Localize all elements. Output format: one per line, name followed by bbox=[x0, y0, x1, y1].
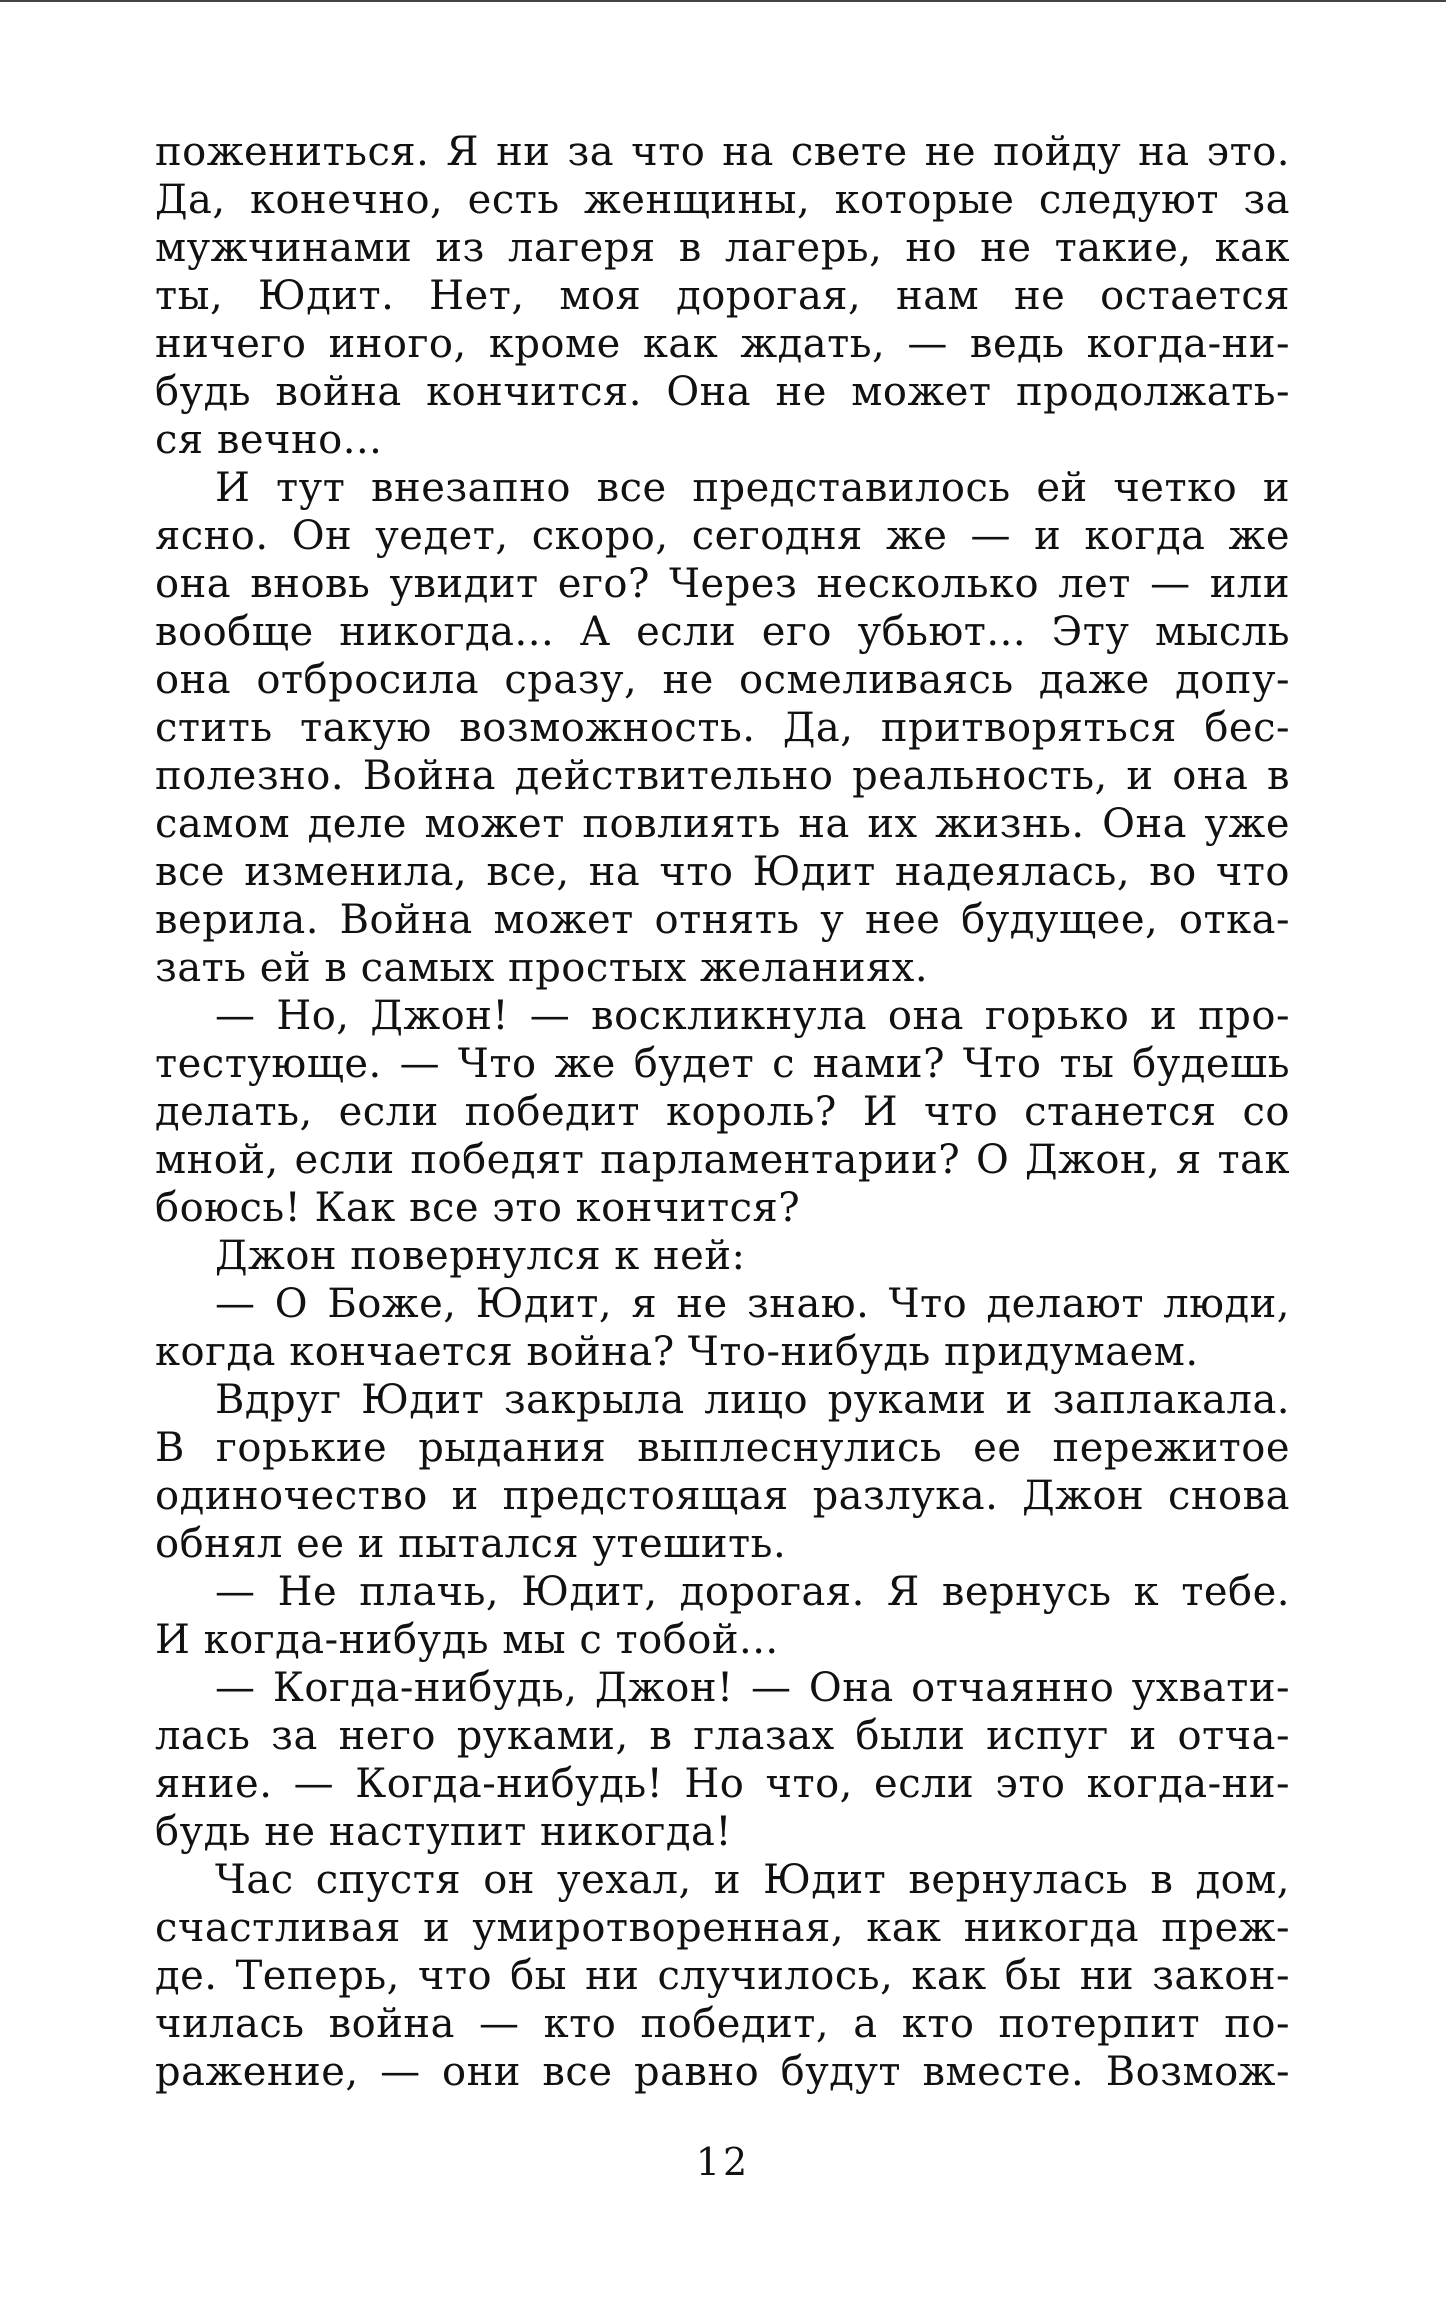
text-line: мной, если победят парламентарии? О Джон, я так bbox=[155, 1137, 1290, 1183]
text-line: В горькие рыдания выплеснулись ее пережитое bbox=[155, 1425, 1290, 1471]
text-line: И тут внезапно все представилось ей четко и bbox=[215, 465, 1290, 511]
text-line: вообще никогда... А если его убьют... Эту мысль bbox=[155, 609, 1290, 655]
page-number: 12 bbox=[695, 2140, 751, 2184]
text-line: пожениться. Я ни за что на свете не пойду на это. bbox=[155, 129, 1290, 175]
text-line: она вновь увидит его? Через несколько лет — или bbox=[155, 561, 1290, 607]
text-line: Час спустя он уехал, и Юдит вернулась в дом, bbox=[215, 1857, 1290, 1903]
top-border bbox=[0, 0, 1446, 2]
text-line: Да, конечно, есть женщины, которые следуют за bbox=[155, 177, 1290, 223]
text-line: И когда-нибудь мы с тобой... bbox=[155, 1617, 779, 1663]
text-line: Вдруг Юдит закрыла лицо руками и заплакала. bbox=[215, 1377, 1290, 1423]
text-line: будь не наступит никогда! bbox=[155, 1809, 732, 1855]
text-line: верила. Война может отнять у нее будущее, отка- bbox=[155, 897, 1290, 943]
text-line: ся вечно... bbox=[155, 417, 383, 463]
text-line: — Не плачь, Юдит, дорогая. Я вернусь к тебе. bbox=[215, 1569, 1290, 1615]
text-line: — Но, Джон! — воскликнула она горько и про- bbox=[215, 993, 1290, 1039]
text-line: ясно. Он уедет, скоро, сегодня же — и когда же bbox=[155, 513, 1290, 559]
text-line: счастливая и умиротворенная, как никогда преж- bbox=[155, 1905, 1290, 1951]
text-line: стить такую возможность. Да, притворяться бес- bbox=[155, 705, 1290, 751]
text-line: она отбросила сразу, не осмеливаясь даже допу- bbox=[155, 657, 1290, 703]
text-line: самом деле может повлиять на их жизнь. Она уже bbox=[155, 801, 1290, 847]
text-line: лась за него руками, в глазах были испуг и отча- bbox=[155, 1713, 1290, 1759]
text-line: мужчинами из лагеря в лагерь, но не такие, как bbox=[155, 225, 1290, 271]
text-line: боюсь! Как все это кончится? bbox=[155, 1185, 801, 1231]
text-line: когда кончается война? Что-нибудь придумаем. bbox=[155, 1329, 1199, 1375]
text-line: ты, Юдит. Нет, моя дорогая, нам не остается bbox=[155, 273, 1290, 319]
text-line: одиночество и предстоящая разлука. Джон снова bbox=[155, 1473, 1290, 1519]
text-line: де. Теперь, что бы ни случилось, как бы ни закон- bbox=[155, 1953, 1290, 1999]
text-line: яние. — Когда-нибудь! Но что, если это когда-ни- bbox=[155, 1761, 1290, 1807]
text-line: — О Боже, Юдит, я не знаю. Что делают люди, bbox=[215, 1281, 1290, 1327]
text-line: тестующе. — Что же будет с нами? Что ты будешь bbox=[155, 1041, 1290, 1087]
text-line: Джон повернулся к ней: bbox=[215, 1233, 746, 1279]
text-line: ничего иного, кроме как ждать, — ведь когда-ни- bbox=[155, 321, 1290, 367]
text-line: чилась война — кто победит, а кто потерпит по- bbox=[155, 2001, 1290, 2047]
text-line: полезно. Война действительно реальность, и она в bbox=[155, 753, 1290, 799]
text-line: будь война кончится. Она не может продолжать- bbox=[155, 369, 1290, 415]
text-line: ражение, — они все равно будут вместе. Возмож- bbox=[155, 2049, 1290, 2095]
book-page-text bbox=[155, 128, 1290, 2096]
text-line: зать ей в самых простых желаниях. bbox=[155, 945, 929, 991]
text-line: делать, если победит король? И что станется со bbox=[155, 1089, 1290, 1135]
text-line: все изменила, все, на что Юдит надеялась, во что bbox=[155, 849, 1290, 895]
text-line: обнял ее и пытался утешить. bbox=[155, 1521, 787, 1567]
text-line: — Когда-нибудь, Джон! — Она отчаянно ухвати- bbox=[215, 1665, 1290, 1711]
